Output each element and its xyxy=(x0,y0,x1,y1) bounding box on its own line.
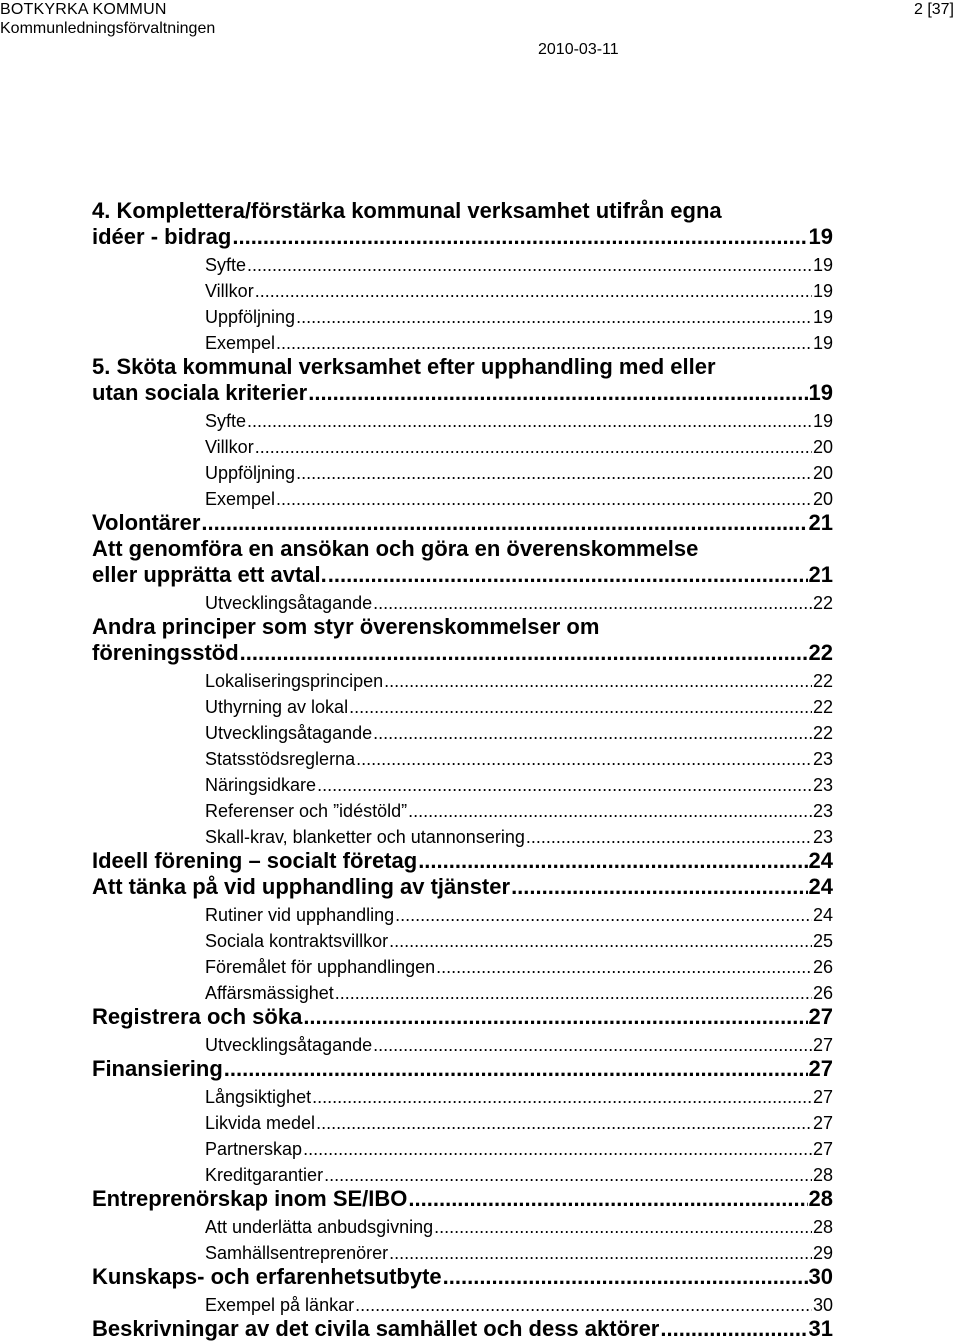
page-number: 2 [37] xyxy=(913,1,954,18)
toc-heading-entry[interactable] xyxy=(92,200,833,252)
toc-heading-entry[interactable] xyxy=(92,616,833,668)
toc-entry-row xyxy=(205,489,833,509)
toc-entry-row xyxy=(205,749,833,769)
toc-entry-page-number: 19 xyxy=(812,307,833,327)
dot-leader xyxy=(276,333,812,353)
toc-entry-title: Samhällsentreprenörer xyxy=(205,1243,389,1263)
toc-entry-row xyxy=(92,1265,833,1289)
dot-leader xyxy=(328,563,808,587)
toc-subentry[interactable] xyxy=(92,824,833,850)
toc-entry-row xyxy=(92,1005,833,1029)
organization-name: BOTKYRKA KOMMUN xyxy=(0,1,167,18)
toc-subentry[interactable] xyxy=(92,772,833,798)
toc-entry-page-number: 24 xyxy=(808,874,833,899)
toc-subentry[interactable] xyxy=(92,720,833,746)
toc-entry-title: idéer - bidrag xyxy=(92,224,232,249)
toc-entry-row xyxy=(92,225,833,249)
toc-entry-row xyxy=(205,905,833,925)
toc-heading-entry[interactable] xyxy=(92,356,833,408)
toc-entry-title: Kreditgarantier xyxy=(205,1165,324,1185)
toc-entry-page-number: 26 xyxy=(812,957,833,977)
toc-entry-page-number: 23 xyxy=(812,827,833,847)
dot-leader xyxy=(335,983,812,1003)
toc-entry-page-number: 27 xyxy=(812,1113,833,1133)
dot-leader xyxy=(324,1165,812,1185)
dot-leader xyxy=(511,875,807,899)
toc-entry-title: Affärsmässighet xyxy=(205,983,334,1003)
toc-heading-entry[interactable] xyxy=(92,1006,833,1032)
toc-entry-row xyxy=(92,1057,833,1081)
toc-entry-page-number: 27 xyxy=(812,1087,833,1107)
dot-leader xyxy=(224,1057,808,1081)
toc-entry-title: Utvecklingsåtagande xyxy=(205,1035,373,1055)
toc-entry-title: Långsiktighet xyxy=(205,1087,312,1107)
toc-entry-title: Utvecklingsåtagande xyxy=(205,723,373,743)
toc-entry-title: Exempel på länkar xyxy=(205,1295,355,1315)
toc-subentry[interactable] xyxy=(92,408,833,434)
toc-entry-page-number: 19 xyxy=(812,333,833,353)
toc-entry-page-number: 23 xyxy=(812,775,833,795)
toc-subentry[interactable] xyxy=(92,590,833,616)
toc-entry-title: föreningsstöd xyxy=(92,640,239,665)
toc-entry-row xyxy=(205,1295,833,1315)
toc-entry-title: Lokaliseringsprincipen xyxy=(205,671,384,691)
toc-entry-title-line1: Att genomföra en ansökan och göra en överenskommelse xyxy=(92,536,699,561)
toc-entry-page-number: 22 xyxy=(812,593,833,613)
dot-leader xyxy=(373,1035,812,1055)
toc-entry-row xyxy=(205,801,833,821)
toc-entry-row xyxy=(205,1087,833,1107)
toc-entry-title-line1: 5. Sköta kommunal verksamhet efter upphandling med eller xyxy=(92,354,716,379)
toc-entry-row xyxy=(205,255,833,275)
toc-entry-page-number: 28 xyxy=(812,1165,833,1185)
toc-entry-title: utan sociala kriterier xyxy=(92,380,308,405)
toc-entry-row xyxy=(205,411,833,431)
toc-entry-title-line1: 4. Komplettera/förstärka kommunal verksamhet utifrån egna xyxy=(92,198,722,223)
dot-leader xyxy=(356,749,812,769)
toc-subentry[interactable] xyxy=(92,434,833,460)
dot-leader xyxy=(317,775,812,795)
dot-leader xyxy=(349,697,812,717)
toc-heading-entry[interactable] xyxy=(92,1318,833,1344)
toc-entry-row xyxy=(92,875,833,899)
toc-heading-entry[interactable] xyxy=(92,1188,833,1214)
toc-entry-title: Syfte xyxy=(205,255,247,275)
toc-entry-page-number: 19 xyxy=(808,224,833,249)
dot-leader xyxy=(384,671,812,691)
toc-entry-row xyxy=(205,827,833,847)
toc-entry-row xyxy=(92,1317,833,1341)
toc-entry-row xyxy=(92,563,833,587)
toc-heading-entry[interactable] xyxy=(92,1266,833,1292)
dot-leader xyxy=(201,511,807,535)
toc-entry-row xyxy=(205,281,833,301)
dot-leader xyxy=(373,723,812,743)
toc-entry-title: Att underlätta anbudsgivning xyxy=(205,1217,434,1237)
toc-subentry[interactable] xyxy=(92,902,833,928)
toc-entry-title: Uthyrning av lokal xyxy=(205,697,349,717)
dot-leader xyxy=(296,307,812,327)
toc-entry-title: Volontärer xyxy=(92,510,201,535)
toc-entry-title: Entreprenörskap inom SE/IBO xyxy=(92,1186,408,1211)
dot-leader xyxy=(408,1187,807,1211)
dot-leader xyxy=(418,849,807,873)
dot-leader xyxy=(434,1217,812,1237)
toc-heading-entry[interactable] xyxy=(92,1058,833,1084)
toc-subentry[interactable] xyxy=(92,1292,833,1318)
toc-subentry[interactable] xyxy=(92,668,833,694)
toc-subentry[interactable] xyxy=(92,1162,833,1188)
toc-entry-row xyxy=(205,1035,833,1055)
toc-entry-title: eller upprätta ett avtal. xyxy=(92,562,327,587)
dot-leader xyxy=(247,411,812,431)
dot-leader xyxy=(255,281,812,301)
toc-entry-title-line1: Andra principer som styr överenskommelser om xyxy=(92,614,600,639)
dot-leader xyxy=(660,1317,807,1341)
toc-entry-page-number: 23 xyxy=(812,801,833,821)
document-date: 2010-03-11 xyxy=(538,41,619,58)
dot-leader xyxy=(408,801,812,821)
toc-entry-title: Villkor xyxy=(205,281,254,301)
toc-entry-page-number: 20 xyxy=(812,489,833,509)
toc-entry-row xyxy=(92,849,833,873)
toc-entry-row xyxy=(205,671,833,691)
toc-heading-entry[interactable] xyxy=(92,850,833,876)
dot-leader xyxy=(240,641,808,665)
toc-entry-page-number: 19 xyxy=(812,411,833,431)
toc-entry-page-number: 31 xyxy=(808,1316,833,1341)
toc-entry-row xyxy=(205,1243,833,1263)
toc-heading-entry[interactable] xyxy=(92,538,833,590)
toc-entry-row xyxy=(205,723,833,743)
dot-leader xyxy=(436,957,812,977)
dot-leader xyxy=(373,593,812,613)
toc-entry-title: Uppföljning xyxy=(205,463,296,483)
toc-entry-page-number: 27 xyxy=(808,1004,833,1029)
toc-subentry[interactable] xyxy=(92,278,833,304)
toc-subentry[interactable] xyxy=(92,1110,833,1136)
toc-entry-title: Rutiner vid upphandling xyxy=(205,905,395,925)
dot-leader xyxy=(395,905,812,925)
toc-entry-page-number: 30 xyxy=(812,1295,833,1315)
toc-entry-page-number: 19 xyxy=(808,380,833,405)
toc-entry-page-number: 22 xyxy=(812,671,833,691)
dot-leader xyxy=(303,1005,807,1029)
toc-entry-page-number: 21 xyxy=(808,510,833,535)
toc-entry-row xyxy=(205,957,833,977)
toc-entry-row xyxy=(205,1113,833,1133)
toc-entry-row xyxy=(205,333,833,353)
dot-leader xyxy=(355,1295,812,1315)
toc-subentry[interactable] xyxy=(92,304,833,330)
dot-leader xyxy=(308,381,807,405)
toc-entry-title: Finansiering xyxy=(92,1056,223,1081)
toc-entry-title: Exempel xyxy=(205,489,276,509)
toc-entry-page-number: 24 xyxy=(812,905,833,925)
toc-entry-title: Skall-krav, blanketter och utannonsering xyxy=(205,827,525,847)
toc-heading-entry[interactable] xyxy=(92,512,833,538)
toc-subentry[interactable] xyxy=(92,1240,833,1266)
toc-entry-title: Referenser och ”idéstöld” xyxy=(205,801,408,821)
toc-entry-title: Exempel xyxy=(205,333,276,353)
toc-entry-title: Partnerskap xyxy=(205,1139,303,1159)
toc-entry-row xyxy=(92,1187,833,1211)
toc-subentry[interactable] xyxy=(92,798,833,824)
dot-leader xyxy=(443,1265,808,1289)
toc-entry-title: Villkor xyxy=(205,437,254,457)
toc-entry-page-number: 27 xyxy=(808,1056,833,1081)
toc-entry-row xyxy=(205,1139,833,1159)
toc-entry-page-number: 23 xyxy=(812,749,833,769)
toc-entry-page-number: 19 xyxy=(812,255,833,275)
department-name: Kommunledningsförvaltningen xyxy=(0,20,216,37)
dot-leader xyxy=(303,1139,812,1159)
toc-entry-row xyxy=(92,641,833,665)
toc-entry-title: Statsstödsreglerna xyxy=(205,749,356,769)
toc-entry-title: Uppföljning xyxy=(205,307,296,327)
toc-subentry[interactable] xyxy=(92,1032,833,1058)
toc-subentry[interactable] xyxy=(92,1084,833,1110)
toc-subentry[interactable] xyxy=(92,954,833,980)
toc-entry-page-number: 20 xyxy=(812,437,833,457)
toc-entry-row xyxy=(205,931,833,951)
dot-leader xyxy=(316,1113,812,1133)
toc-entry-page-number: 30 xyxy=(808,1264,833,1289)
toc-entry-page-number: 29 xyxy=(812,1243,833,1263)
toc-entry-row xyxy=(205,1165,833,1185)
dot-leader xyxy=(389,1243,812,1263)
toc-entry-row xyxy=(205,437,833,457)
toc-entry-title: Utvecklingsåtagande xyxy=(205,593,373,613)
toc-entry-page-number: 24 xyxy=(808,848,833,873)
toc-subentry[interactable] xyxy=(92,1214,833,1240)
toc-entry-page-number: 27 xyxy=(812,1139,833,1159)
toc-entry-title: Föremålet för upphandlingen xyxy=(205,957,436,977)
dot-leader xyxy=(389,931,812,951)
toc-entry-row xyxy=(205,1217,833,1237)
toc-subentry[interactable] xyxy=(92,486,833,512)
toc-entry-title: Näringsidkare xyxy=(205,775,317,795)
dot-leader xyxy=(276,489,812,509)
table-of-contents xyxy=(92,200,833,1344)
toc-entry-row xyxy=(205,463,833,483)
toc-entry-row xyxy=(92,511,833,535)
dot-leader xyxy=(296,463,812,483)
toc-subentry[interactable] xyxy=(92,330,833,356)
dot-leader xyxy=(232,225,807,249)
dot-leader xyxy=(255,437,812,457)
toc-subentry[interactable] xyxy=(92,694,833,720)
toc-entry-row xyxy=(205,697,833,717)
toc-entry-page-number: 28 xyxy=(808,1186,833,1211)
toc-entry-page-number: 21 xyxy=(808,562,833,587)
toc-subentry[interactable] xyxy=(92,252,833,278)
toc-subentry[interactable] xyxy=(92,928,833,954)
toc-entry-title: Ideell förening – socialt företag xyxy=(92,848,418,873)
toc-entry-page-number: 22 xyxy=(812,723,833,743)
toc-subentry[interactable] xyxy=(92,746,833,772)
toc-entry-page-number: 28 xyxy=(812,1217,833,1237)
toc-entry-row xyxy=(205,307,833,327)
toc-entry-title: Sociala kontraktsvillkor xyxy=(205,931,389,951)
toc-entry-page-number: 25 xyxy=(812,931,833,951)
toc-entry-page-number: 27 xyxy=(812,1035,833,1055)
toc-subentry[interactable] xyxy=(92,460,833,486)
toc-entry-title: Beskrivningar av det civila samhället och dess aktörer xyxy=(92,1316,660,1341)
toc-entry-row xyxy=(205,593,833,613)
toc-entry-row xyxy=(92,381,833,405)
toc-entry-title: Syfte xyxy=(205,411,247,431)
toc-entry-page-number: 22 xyxy=(808,640,833,665)
toc-entry-title: Kunskaps- och erfarenhetsutbyte xyxy=(92,1264,442,1289)
toc-entry-page-number: 19 xyxy=(812,281,833,301)
dot-leader xyxy=(526,827,812,847)
toc-entry-title: Att tänka på vid upphandling av tjänster xyxy=(92,874,511,899)
toc-entry-title: Registrera och söka xyxy=(92,1004,303,1029)
dot-leader xyxy=(312,1087,812,1107)
toc-entry-page-number: 22 xyxy=(812,697,833,717)
toc-entry-page-number: 20 xyxy=(812,463,833,483)
toc-entry-row xyxy=(205,775,833,795)
dot-leader xyxy=(247,255,812,275)
toc-subentry[interactable] xyxy=(92,1136,833,1162)
toc-subentry[interactable] xyxy=(92,980,833,1006)
toc-entry-title: Likvida medel xyxy=(205,1113,316,1133)
toc-entry-row xyxy=(205,983,833,1003)
toc-entry-page-number: 26 xyxy=(812,983,833,1003)
toc-heading-entry[interactable] xyxy=(92,876,833,902)
